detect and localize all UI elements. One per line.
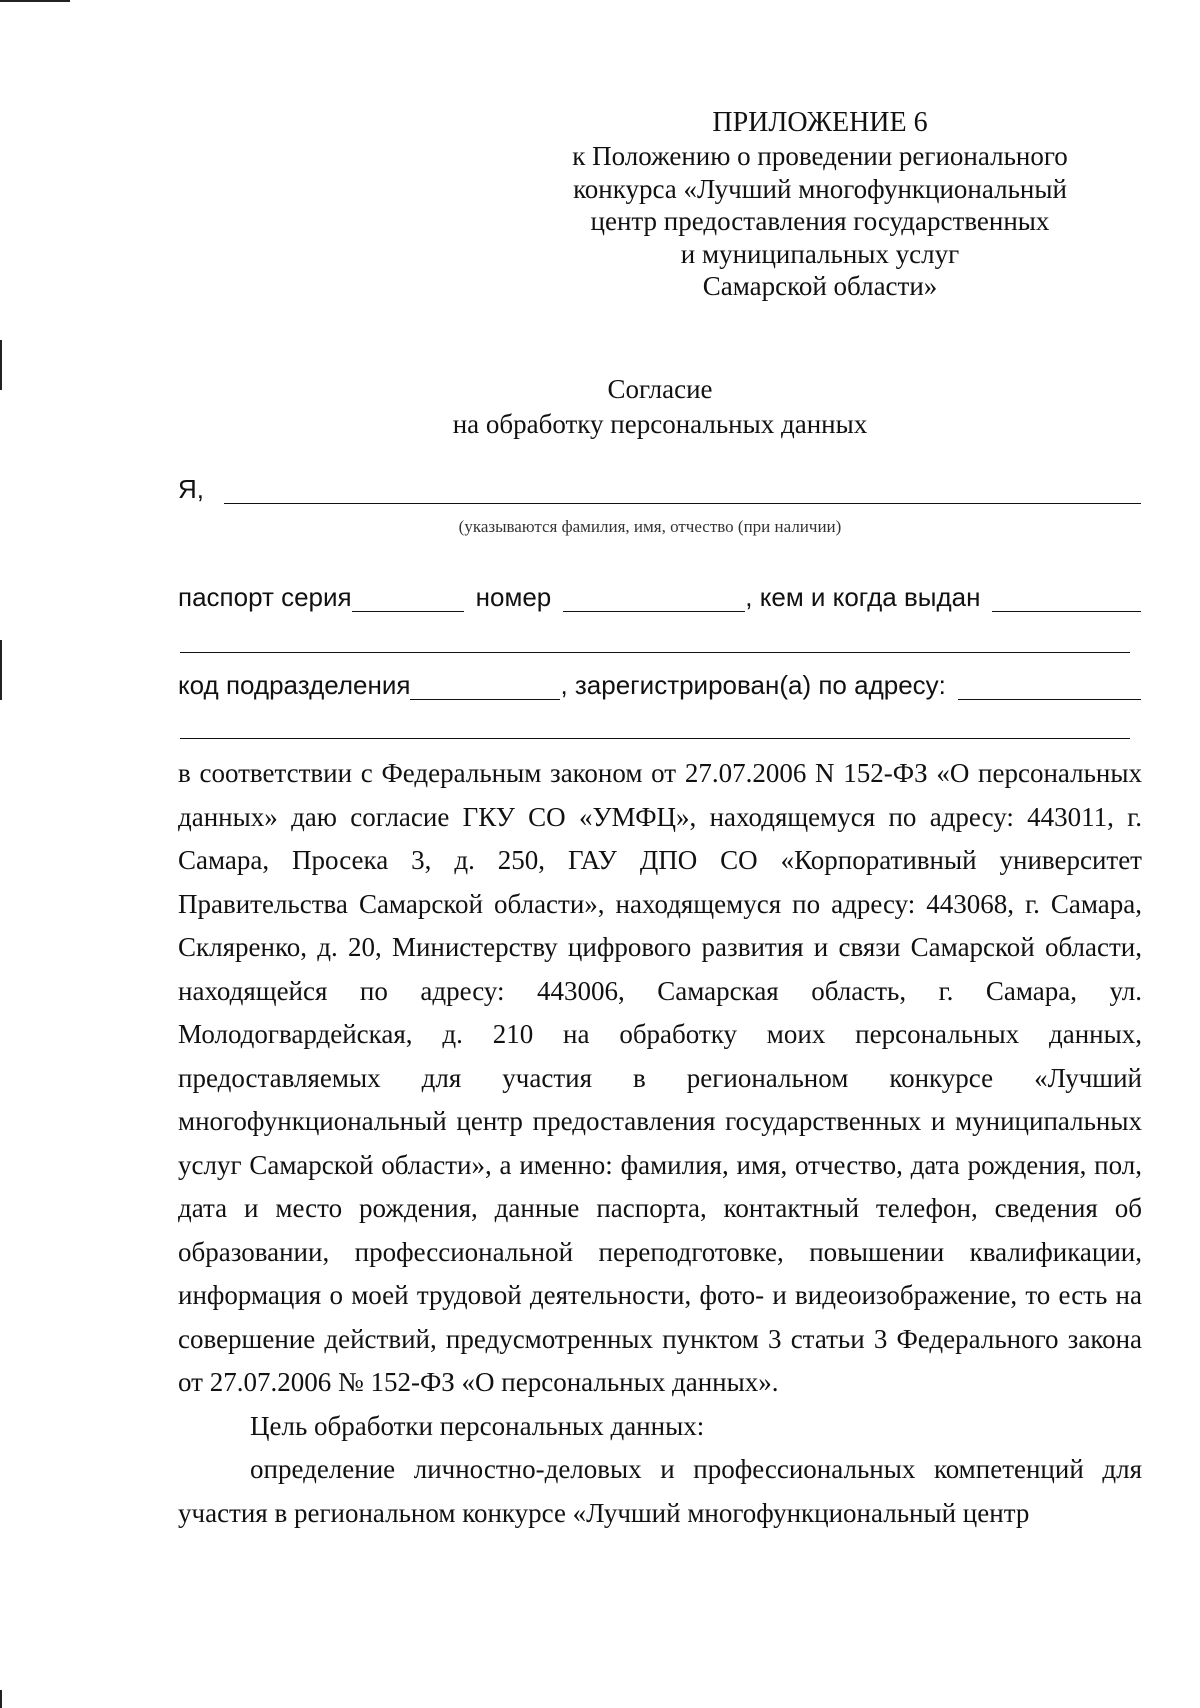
purpose-heading: Цель обработки персональных данных: [250, 1410, 705, 1441]
full-name-field[interactable] [224, 477, 1141, 504]
issued-by-continuation-field[interactable] [180, 652, 1130, 653]
consent-paragraph: в соответствии с Федеральным законом от 27.07.2006 N 152-ФЗ «О персональных данных» даю согласие ГКУ СО «УМФЦ», находящемуся по адресу: 443011, г. Самара, Просека 3, д. 250, ГАУ ДПО СО «Корпоративный университет Правительства Самарской области», находящемуся по адресу: 443068, г. Самара, Скляренко, д. 20, Министерству цифрового развития и связи Самарской области, находящейся по адресу: 443006, Самарская область, г. Самара, ул. Молодогвардейская, д. 210 на обработку моих персональных данных, предоставляемых для участия в региональном конкурсе «Лучший многофункциональный центр предоставления государственных и муниципальных услуг Самарской области», а именно: фамилия, имя, отчество, дата рождения, пол, дата и место рождения, данные паспорта, контактный телефон, сведения об образовании, профессиональной переподготовке, повышении квалификации, информация о моей трудовой деятельности, фото- и видеоизображение, то есть на совершение действий, предусмотренных пунктом 3 статьи 3 Федерального закона от 27.07.2006 № 152-ФЗ «О персональных данных». [178, 758, 1142, 1397]
subdivision-code-field[interactable] [410, 673, 560, 700]
issued-by-field[interactable] [992, 585, 1141, 612]
passport-line [178, 582, 1141, 612]
consent-body [178, 752, 1142, 1535]
appendix-header [555, 106, 1085, 303]
passport-series-field[interactable] [352, 585, 464, 612]
name-line [178, 474, 1141, 504]
address-continuation-field[interactable] [180, 738, 1130, 739]
address-field[interactable] [958, 673, 1141, 700]
consent-title-line: Согласие [607, 374, 713, 404]
appendix-line: центр предоставления государственных [590, 206, 1050, 236]
consent-title [380, 372, 940, 442]
appendix-line: к Положению о проведении регионального [572, 141, 1068, 171]
appendix-line: Самарской области» [702, 271, 938, 301]
purpose-paragraph: определение личностно-деловых и профессиональных компетенций для участия в региональном конкурсе «Лучший многофункциональный центр [178, 1454, 1142, 1528]
appendix-line: и муниципальных услуг [680, 238, 960, 269]
passport-number-label: номер [475, 582, 552, 612]
address-line [178, 670, 1141, 700]
scan-edge-mark [0, 640, 2, 700]
address-label: , зарегистрирован(а) по адресу: [560, 670, 946, 700]
passport-series-label: паспорт серия [178, 582, 352, 612]
scan-edge-mark [0, 0, 70, 2]
name-hint: (указываются фамилия, имя, отчество (при наличии) [458, 517, 842, 536]
scan-edge-mark [0, 1690, 2, 1708]
scan-edge-mark [0, 340, 2, 390]
appendix-title: ПРИЛОЖЕНИЕ 6 [712, 107, 928, 138]
appendix-line: конкурса «Лучший многофункциональный [573, 173, 1067, 204]
subdivision-label: код подразделения [178, 670, 411, 700]
name-prefix: Я, [178, 474, 204, 504]
passport-number-field[interactable] [563, 585, 745, 612]
issued-label: , кем и когда выдан [745, 582, 981, 612]
consent-title-line: на обработку персональных данных [452, 409, 868, 439]
